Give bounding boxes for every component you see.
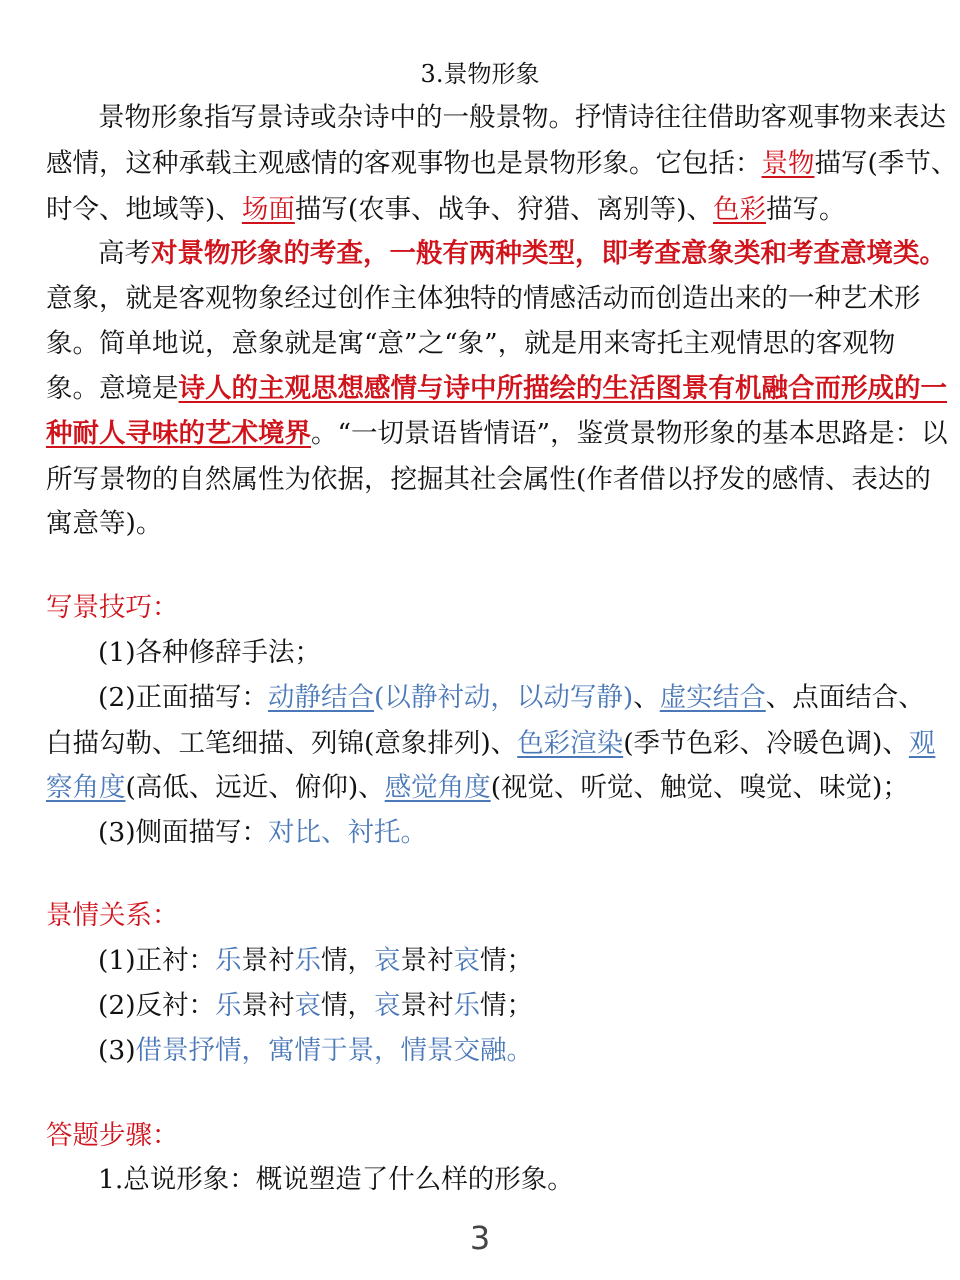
text-span: (2)正面描写：	[98, 682, 269, 713]
technique-item-3	[98, 815, 916, 851]
text-span: (1)正衬：	[98, 945, 216, 976]
text-span: (3)	[98, 1035, 136, 1066]
highlight-phrase: 诗人的主观思想感情与诗中所描绘的生活图景有机融合而形成的一	[178, 373, 947, 404]
text-span: 、点面结合、	[765, 682, 925, 713]
text-span: 景衬	[241, 945, 295, 976]
text-span: 。“一切景语皆情语”，鉴赏景物形象的基本思路是：以	[311, 418, 948, 449]
relation-item-3	[98, 1033, 916, 1069]
text-span: 情，	[321, 945, 375, 976]
highlight-char: 乐	[453, 990, 481, 1021]
highlight-term: 场面	[241, 194, 295, 225]
text-span: 景衬	[400, 990, 454, 1021]
highlight-term: 观	[908, 728, 936, 759]
page-number: 3	[469, 1219, 491, 1257]
text-span: 景衬	[400, 945, 454, 976]
text-span: (季节色彩、冷暖色调)、	[623, 728, 909, 759]
technique-item-2-line-1	[98, 680, 925, 716]
highlight-char: 哀	[374, 945, 401, 976]
highlight-term: 景物	[761, 148, 815, 179]
highlight-phrase: 借景抒情，寓情于景，情景交融。	[135, 1035, 534, 1066]
section-heading-scene-emotion: 景情关系：	[46, 900, 179, 931]
text-span: 情；	[480, 990, 534, 1021]
paragraph-2-line-3: 象。简单地说，意象就是寓“意”之“象”，就是用来寄托主观情思的客观物	[46, 328, 896, 359]
highlight-phrase: 对景物形象的考查，一般有两种类型，即考查意象类和考查意境类。	[151, 238, 946, 269]
paragraph-1-line-2	[46, 146, 958, 182]
highlight-term: 色彩渲染	[517, 728, 624, 759]
technique-item-1: (1)各种修辞手法；	[98, 637, 322, 668]
text-span: 、	[633, 682, 660, 713]
technique-item-2-line-2	[46, 726, 936, 762]
highlight-term: 虚实结合	[659, 682, 766, 713]
paragraph-1-line-1: 景物形象指写景诗或杂诗中的一般景物。抒情诗往往借助客观事物来表达	[98, 102, 946, 133]
answer-step-1: 1.总说形象：概说塑造了什么样的形象。	[98, 1164, 574, 1195]
highlight-char: 哀	[294, 990, 322, 1021]
text-span: 情；	[480, 945, 534, 976]
section-title: 3.景物形象	[420, 60, 540, 88]
text-span: 描写(季节、	[814, 148, 958, 179]
paragraph-2-line-5	[46, 416, 948, 452]
text-span: 高考	[98, 238, 151, 269]
text-span: (视觉、听觉、触觉、嗅觉、味觉)；	[490, 772, 909, 803]
paragraph-2-line-4	[46, 371, 947, 407]
paragraph-2-line-6: 所写景物的自然属性为依据，挖掘其社会属性(作者借以抒发的感情、表达的	[46, 464, 931, 495]
text-span: 象。意境是	[46, 373, 179, 404]
highlight-char: 乐	[215, 990, 242, 1021]
technique-item-2-line-3	[46, 770, 916, 806]
highlight-term: 察角度	[46, 772, 126, 803]
highlight-term: 感觉角度	[384, 772, 491, 803]
text-span: 情，	[321, 990, 375, 1021]
text-span: 景衬	[241, 990, 295, 1021]
highlight-char: 乐	[215, 945, 242, 976]
highlight-char: 乐	[294, 945, 322, 976]
text-span: 感情，这种承载主观感情的客观事物也是景物形象。它包括：	[46, 148, 762, 179]
relation-item-1	[98, 943, 916, 979]
highlight-term: (以静衬动，以动写静)	[374, 682, 634, 713]
text-span: 描写(农事、战争、狩猎、离别等)、	[294, 194, 714, 225]
highlight-term: 动静结合	[268, 682, 375, 713]
text-span: (3)侧面描写：	[98, 817, 269, 848]
section-heading-answer-steps: 答题步骤：	[46, 1120, 179, 1151]
paragraph-1-line-3	[46, 192, 916, 228]
highlight-term: 对比、衬托。	[268, 817, 428, 848]
highlight-char: 哀	[453, 945, 481, 976]
highlight-phrase: 种耐人寻味的艺术境界	[46, 418, 311, 449]
relation-item-2	[98, 988, 916, 1024]
paragraph-2-line-7: 寓意等)。	[46, 508, 163, 539]
text-span: 时令、地域等)、	[46, 194, 242, 225]
text-span: (高低、远近、俯仰)、	[125, 772, 385, 803]
paragraph-2-line-1	[98, 236, 946, 272]
section-heading-techniques: 写景技巧：	[46, 592, 179, 623]
highlight-term: 色彩	[713, 194, 767, 225]
text-span: 白描勾勒、工笔细描、列锦(意象排列)、	[46, 728, 518, 759]
highlight-char: 哀	[374, 990, 401, 1021]
paragraph-2-line-2: 意象，就是客观物象经过创作主体独特的情感活动而创造出来的一种艺术形	[46, 283, 921, 314]
text-span: 描写。	[766, 194, 846, 225]
text-span: (2)反衬：	[98, 990, 216, 1021]
